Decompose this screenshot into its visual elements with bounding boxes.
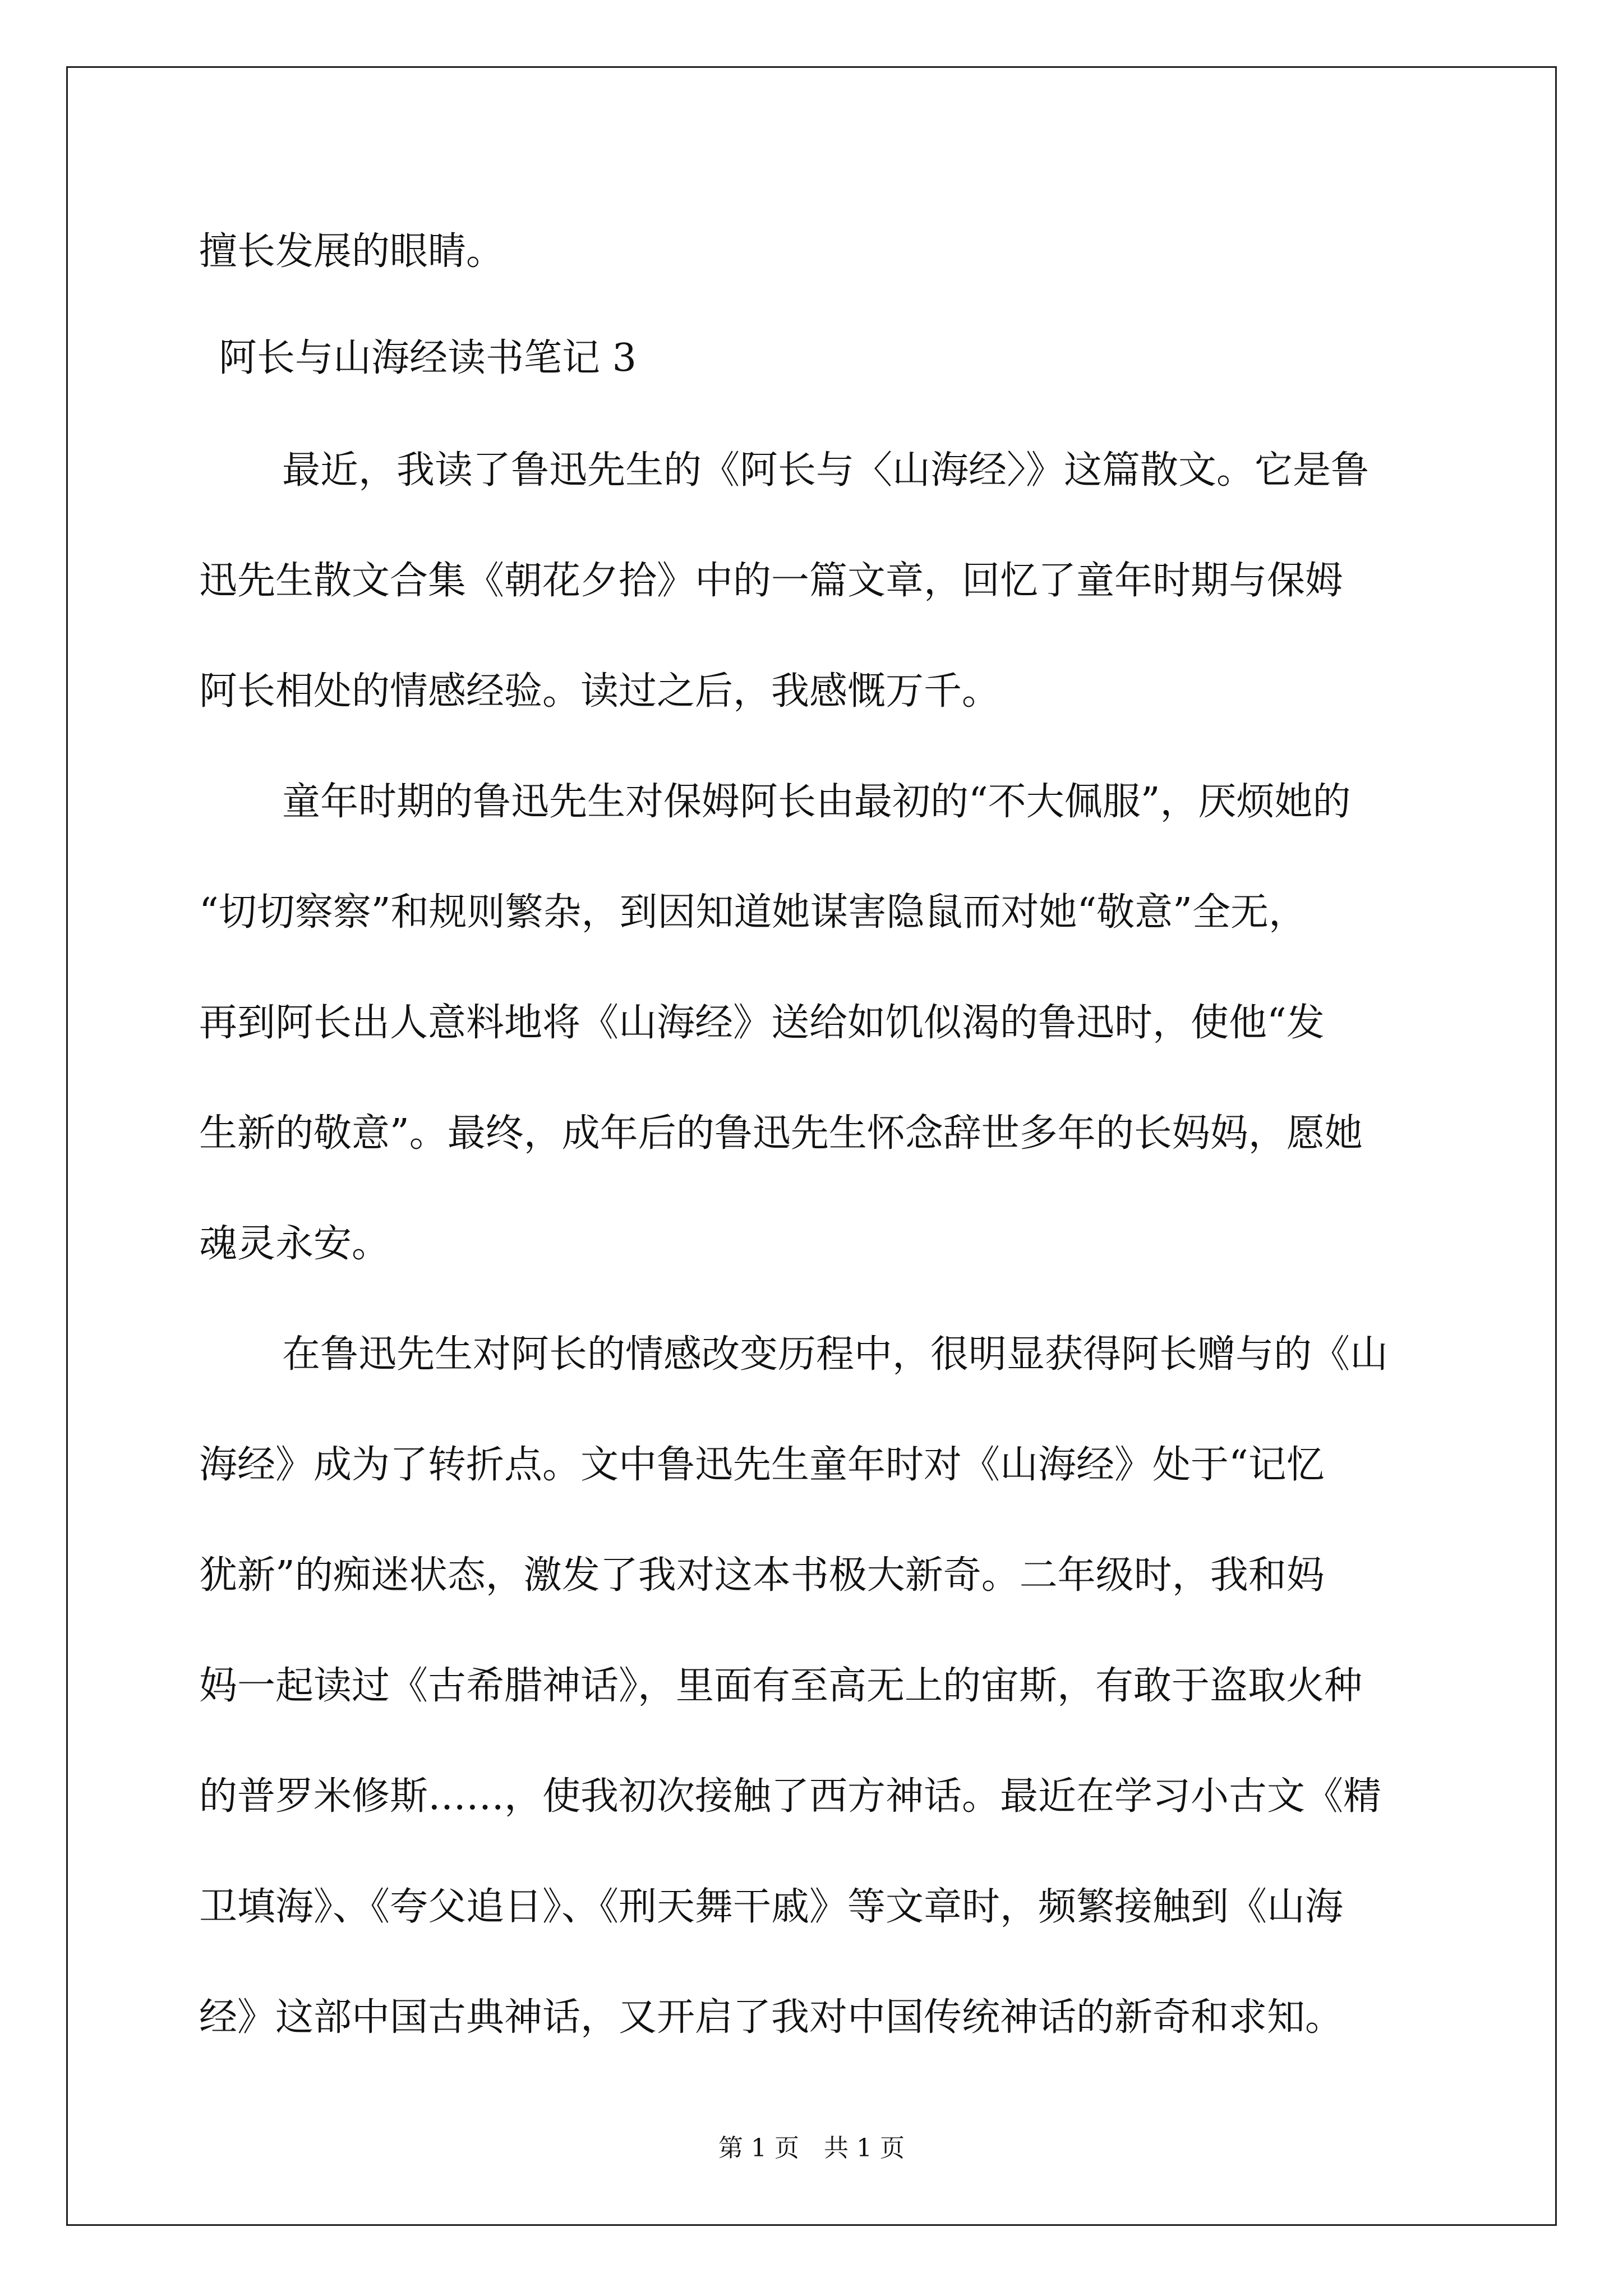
paragraph-line: 经》这部中国古典神话，又开启了我对中国传统神话的新奇和求知。	[199, 1995, 1344, 2040]
paragraph-line: 最近，我读了鲁迅先生的《阿长与〈山海经〉》这篇散文。它是鲁	[282, 448, 1370, 493]
paragraph-line: 童年时期的鲁迅先生对保姆阿长由最初的“不大佩服”，厌烦她的	[282, 780, 1351, 824]
paragraph-line: 擅长发展的眼睛。	[199, 229, 505, 274]
paragraph-line: 阿长相处的情感经验。读过之后，我感慨万千。	[199, 669, 1000, 714]
paragraph-line: 再到阿长出人意料地将《山海经》送给如饥似渴的鲁迅时，使他“发	[199, 1001, 1325, 1045]
paragraph-line: 犹新”的痴迷状态，激发了我对这本书极大新奇。二年级时，我和妈	[199, 1553, 1325, 1598]
page-number-footer: 第 1 页 共 1 页	[718, 2134, 905, 2162]
paragraph-line: “切切察察”和规则繁杂，到因知道她谋害隐鼠而对她“敬意”全无，	[199, 890, 1307, 935]
section-heading: 阿长与山海经读书笔记 3	[219, 336, 637, 380]
paragraph-line: 卫填海》、《夸父追日》、《刑天舞干戚》等文章时，频繁接触到《山海	[199, 1885, 1344, 1929]
paragraph-line: 生新的敬意”。最终，成年后的鲁迅先生怀念辞世多年的长妈妈，愿她	[199, 1111, 1363, 1156]
paragraph-line: 海经》成为了转折点。文中鲁迅先生童年时对《山海经》处于“记忆	[199, 1443, 1325, 1487]
paragraph-line: 妈一起读过《古希腊神话》，里面有至高无上的宙斯，有敢于盗取火种	[199, 1664, 1363, 1708]
paragraph-line: 魂灵永安。	[199, 1222, 390, 1266]
paragraph-line: 迅先生散文合集《朝花夕拾》中的一篇文章，回忆了童年时期与保姆	[199, 559, 1344, 603]
paragraph-line: 在鲁迅先生对阿长的情感改变历程中，很明显获得阿长赠与的《山	[282, 1332, 1389, 1377]
paragraph-line: 的普罗米修斯……，使我初次接触了西方神话。最近在学习小古文《精	[199, 1774, 1382, 1819]
